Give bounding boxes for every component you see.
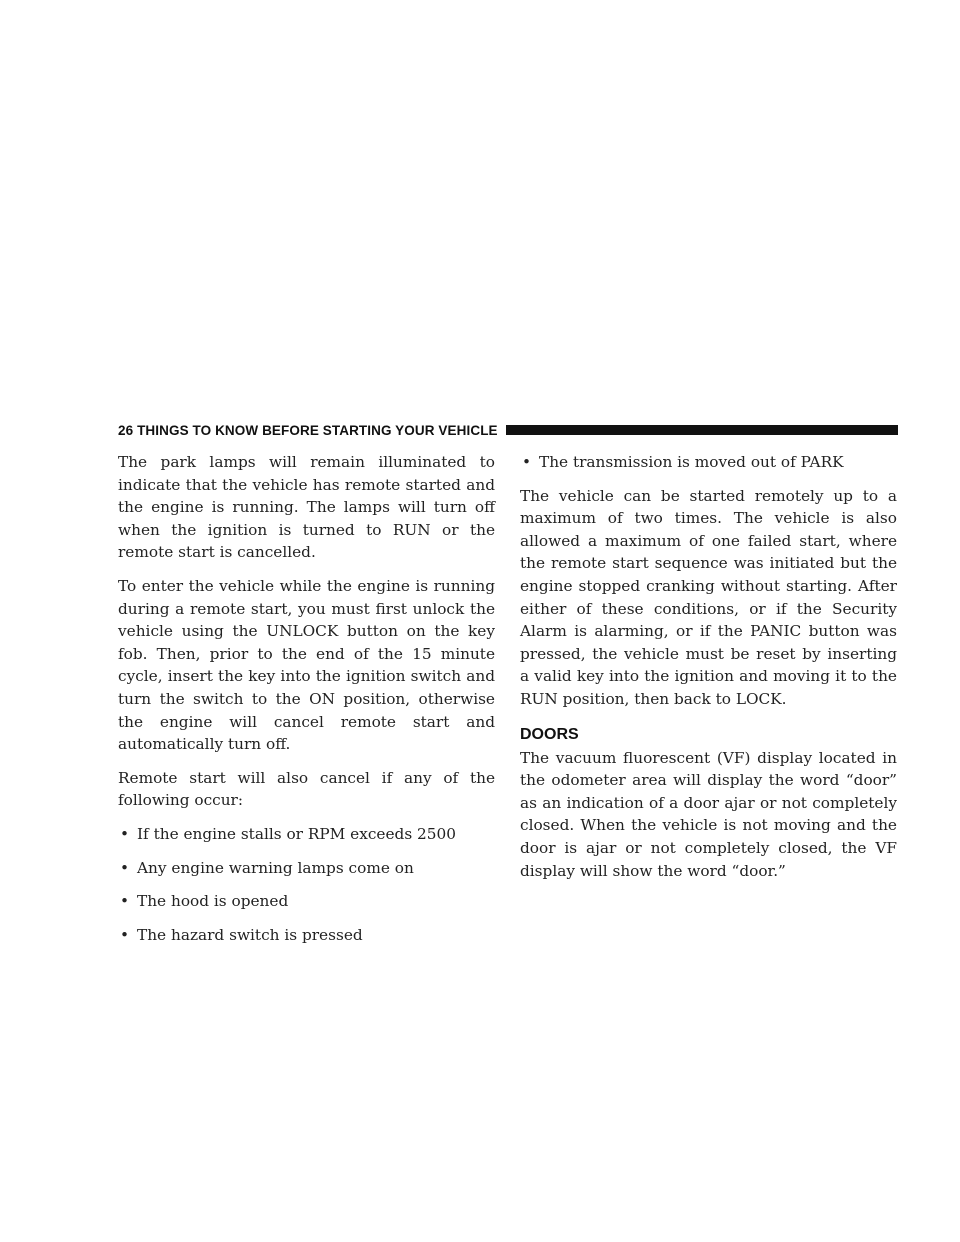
paragraph-remote-start-limit: The vehicle can be started remotely up to a maximum of two times. The vehicle is also allowed a maximum of one failed start, where the remote start sequence was initiated but the engine stopped cranking without starting. After either of these conditions, or if the Security Alarm is alarming, or if the PANIC button was pressed, the vehicle must be reset by inserting a valid key into the ignition and moving it to the RUN position, then back to LOCK. <box>520 486 897 708</box>
page-number: 26 <box>118 422 134 438</box>
header-rule <box>506 425 898 435</box>
list-item: • If the engine stalls or RPM exceeds 2500 <box>118 823 495 846</box>
paragraph-cancel-conditions: Remote start will also cancel if any of the following occur: <box>118 768 495 810</box>
header-title <box>118 423 506 438</box>
list-item: • The transmission is moved out of PARK <box>520 451 897 474</box>
list-item: • The hazard switch is pressed <box>118 924 495 947</box>
page-header <box>118 421 898 439</box>
left-column <box>118 451 495 957</box>
header-title-text: THINGS TO KNOW BEFORE STARTING YOUR VEHICLE <box>137 422 498 438</box>
paragraph-doors: The vacuum fluorescent (VF) display located in the odometer area will display the word “door” as an indication of a door ajar or not completely closed. When the vehicle is not moving and the door is ajar or not completely closed, the VF display will show the word “door.” <box>520 748 897 880</box>
list-item: • The hood is opened <box>118 890 495 913</box>
paragraph-park-lamps: The park lamps will remain illuminated to indicate that the vehicle has remote started and the engine is running. The lamps will turn off when the ignition is turned to RUN or the remote start is cancelled. <box>118 453 495 562</box>
list-item: • Any engine warning lamps come on <box>118 857 495 880</box>
paragraph-enter-vehicle: To enter the vehicle while the engine is running during a remote start, you must first unlock the vehicle using the UNLOCK button on the key fob. Then, prior to the end of the 15 minute cycle, insert the key into the ignition switch and turn the switch to the ON position, otherwise the engine will cancel remote start and automatically turn off. <box>118 576 495 754</box>
section-heading-doors: DOORS <box>520 725 579 743</box>
right-column <box>520 451 897 893</box>
